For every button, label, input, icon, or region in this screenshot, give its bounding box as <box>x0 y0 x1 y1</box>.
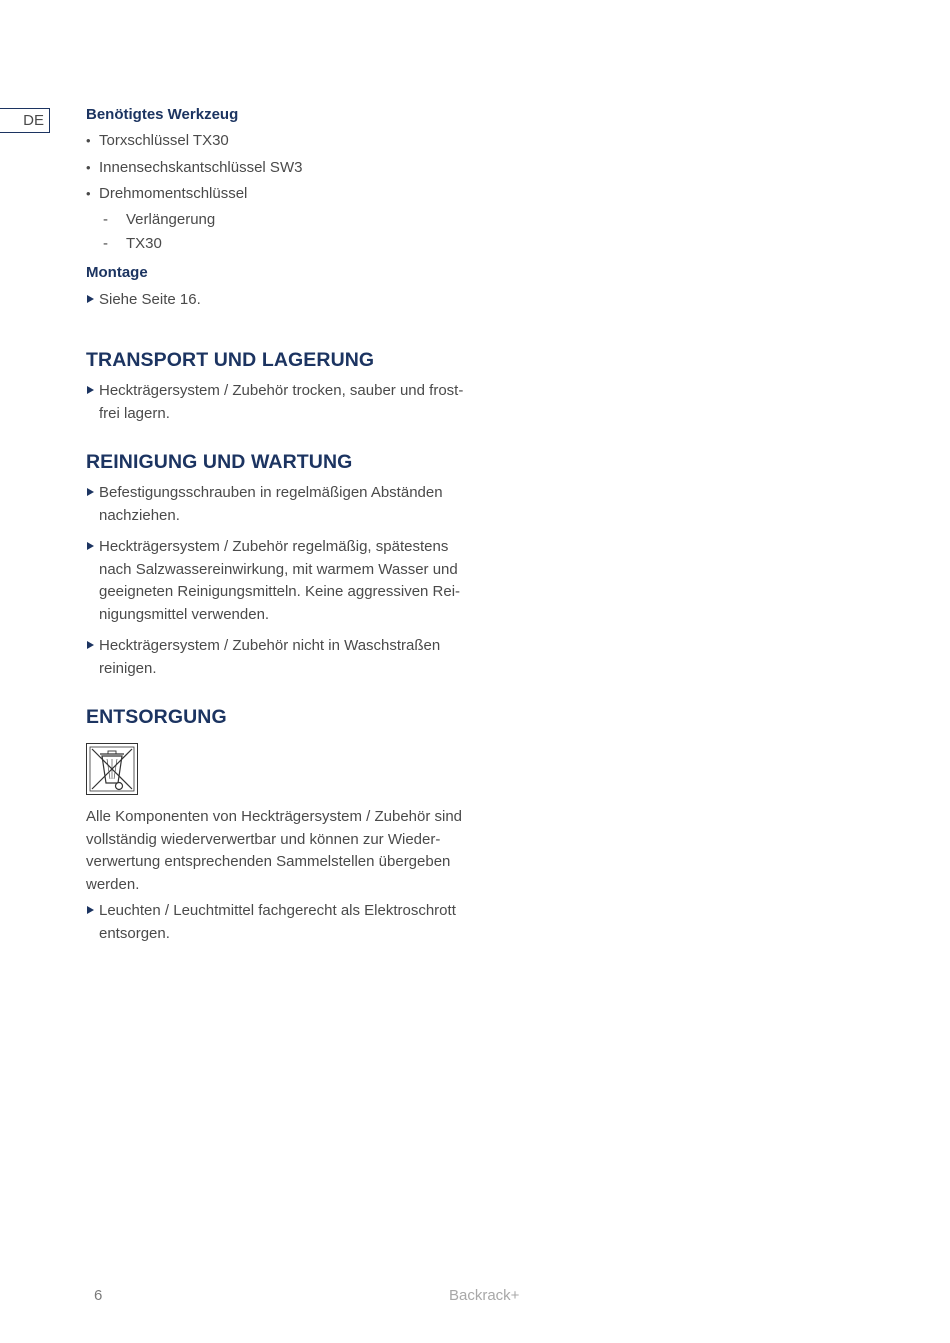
bullet-icon: • <box>86 159 91 175</box>
sub-list-item: - Verlängerung <box>86 209 476 232</box>
dash-icon: - <box>103 235 108 252</box>
list-item: Befestigungsschrauben in regelmäßigen Abständen nachziehen. <box>86 482 476 527</box>
list-item: • Torxschlüssel TX30 <box>86 130 476 153</box>
list-item: • Innensechskantschlüssel SW3 <box>86 157 476 180</box>
sub-list-item: - TX30 <box>86 233 476 256</box>
page-number: 6 <box>94 1287 103 1304</box>
list-item: Siehe Seite 16. <box>86 289 476 312</box>
page-content <box>86 104 476 945</box>
crossed-bin-graphic <box>86 743 138 795</box>
language-tab <box>0 108 50 133</box>
cleaning-heading: REINIGUNG UND WARTUNG <box>86 451 353 473</box>
arrow-bullet-icon <box>87 906 94 914</box>
list-item: Leuchten / Leuchtmittel fachgerecht als Elektroschrott entsorgen. <box>86 900 476 945</box>
list-item: Heckträgersystem / Zubehör regelmäßig, spätestens nach Salzwassereinwirkung, mit warmem Wasser und geeigneten Reinigungsmitteln. Keine aggressiven Rei- nigungsmittel verwenden. <box>86 536 476 626</box>
montage-heading: Montage <box>86 263 148 281</box>
arrow-bullet-icon <box>87 641 94 649</box>
tools-heading: Benötigtes Werkzeug <box>86 106 239 123</box>
disposal-heading: ENTSORGUNG <box>86 706 227 728</box>
crossed-bin-icon <box>86 743 476 795</box>
language-label: DE <box>23 112 44 129</box>
disposal-paragraph: Alle Komponenten von Heckträgersystem / Zubehör sind vollständig wiederverwertbar und können zur Wieder- verwertung entsprechenden Sammelstellen übergeben werden. <box>86 808 463 893</box>
list-item: • Drehmomentschlüssel <box>86 183 476 206</box>
arrow-bullet-icon <box>87 488 94 496</box>
arrow-bullet-icon <box>87 295 94 303</box>
transport-heading: TRANSPORT UND LAGERUNG <box>86 349 375 371</box>
bullet-icon: • <box>86 133 91 148</box>
list-item: Heckträgersystem / Zubehör nicht in Waschstraßen reinigen. <box>86 635 476 680</box>
footer-brand: Backrack+ <box>449 1287 520 1304</box>
list-item: Heckträgersystem / Zubehör trocken, sauber und frost- frei lagern. <box>86 380 476 425</box>
arrow-bullet-icon <box>87 542 94 550</box>
dash-icon: - <box>103 210 108 228</box>
bullet-icon: • <box>86 186 91 201</box>
arrow-bullet-icon <box>87 386 94 394</box>
